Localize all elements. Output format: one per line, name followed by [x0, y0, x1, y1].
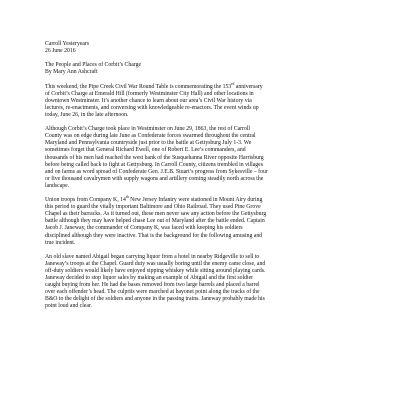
text-run: downtown Westminster. It’s another chance to learn about our area’s Civil War history via	[45, 97, 252, 104]
text-line	[45, 254, 363, 261]
column-name: Carroll Yesteryears	[45, 41, 90, 47]
text-line	[45, 105, 363, 112]
paragraph	[45, 81, 363, 119]
text-run: before being called back to fight at Gettysburg. In Carroll County, citizens trembled in villages	[45, 161, 263, 168]
text-run: landscape.	[45, 182, 70, 189]
paragraph	[45, 254, 363, 311]
text-line	[45, 98, 363, 105]
text-run: off-duty soldiers would likely have enjoyed sipping whiskey while sitting around playing cards.	[45, 268, 266, 274]
article-title: The People and Places of Corbit’s Charge	[45, 62, 142, 69]
text-run: sometimes forget that General Richard Ewell, one of Robert E. Lee’s commanders, and	[45, 147, 246, 154]
text-run: thousands of his men had reached the west bank of the Susquehanna River opposite Harrisburg	[45, 154, 264, 161]
ordinal-suffix: rd	[231, 81, 235, 86]
text-run: or five thousand cavalrymen with supply wagons and artillery coming steadily north across the	[45, 175, 264, 182]
text-run: battle although they may have helped chase Lee out of Maryland after the battle ended. Captain	[45, 218, 265, 225]
text-run: true incident.	[45, 239, 76, 246]
text-run: County was on edge during late June as Confederate forces swarmed throughout the central	[45, 133, 256, 140]
text-line	[45, 112, 363, 119]
text-line	[45, 162, 363, 169]
ordinal-suffix: th	[125, 195, 129, 200]
text-line	[45, 91, 363, 98]
article-body	[45, 81, 363, 311]
text-line	[45, 169, 363, 176]
text-run: Janeway’s troops at the Chapel. Guard duty was usually boring until the enemy came close, and	[45, 260, 266, 267]
text-line	[45, 225, 363, 232]
text-line	[45, 261, 363, 268]
text-line	[45, 240, 363, 247]
paragraph	[45, 197, 363, 247]
text-run: New Jersey Infantry were stationed in Mount Airy during	[128, 197, 263, 204]
text-run: point loud and clear.	[45, 303, 92, 310]
text-run: Union troops from Company K, 14	[45, 197, 126, 204]
text-line	[45, 296, 363, 303]
text-line	[45, 147, 363, 154]
text-line	[45, 155, 363, 162]
article-text	[45, 41, 363, 318]
text-run: over each offender’s head. The culprits were marched at bayonet point along the tracks of the	[45, 289, 260, 296]
text-line	[45, 133, 363, 140]
text-run: Chapel as their barracks. As it turned out, these men never saw any action before the Gettysburg	[45, 211, 267, 218]
text-run: Maryland and Pennsylvania countryside just prior to the battle at Gettysburg July 1-3. We	[45, 140, 252, 147]
text-run: lectures, re-enactments, and conversing with knowledgeable re-enactors. The event winds up	[45, 104, 259, 111]
text-line	[45, 197, 363, 204]
text-run: Jacob J. Janeway, the commander of Company K, was faced with keeping his soldiers	[45, 225, 243, 232]
text-run: Although Corbit’s Charge took place in Westminster on June 29, 1863, the rest of Carroll	[45, 126, 251, 133]
text-run: Janeway decided to stop liquor sales by making an example of Abigail and the first soldier	[45, 275, 254, 282]
text-run: B&O to the delight of the soldiers and anyone in the passing trains. Janeway probably made his	[45, 296, 265, 303]
spacer	[45, 76, 363, 83]
paragraph	[45, 126, 363, 190]
text-run: and on farms as word spread of Confederate Gen. J.E.B. Stuart’s progress from Sykesville – four	[45, 168, 268, 175]
text-line	[45, 176, 363, 183]
text-line	[45, 81, 363, 91]
text-run: anniversary	[234, 83, 263, 90]
text-line	[45, 233, 363, 240]
text-run: this period to guard the vitally important Baltimore and Ohio Railroad. They used Pine Grove	[45, 204, 261, 211]
text-run: This weekend, the Pipe Creek Civil War Round Table is commemorating the 153	[45, 83, 232, 90]
text-line	[45, 183, 363, 190]
text-run: of Corbit’s Charge at Emerald Hill (formerly Westminster City Hall) and other locations in	[45, 90, 254, 97]
text-run: caught buying from her. He had the bases removed from two large barrels and placed a barrel	[45, 282, 260, 289]
text-run: today, June 26, in the late afternoon.	[45, 111, 129, 118]
publication-date: 26 June 2016	[45, 48, 76, 55]
byline: By Mary Ann Ashcraft	[45, 69, 98, 76]
text-line	[45, 303, 363, 310]
text-run: An old slave named Abigail began carrying liquor from a hotel in nearby Ridgeville to sell to	[45, 253, 260, 260]
text-run: disciplined although they were inactive. That is the background for the following amusing and	[45, 232, 263, 239]
